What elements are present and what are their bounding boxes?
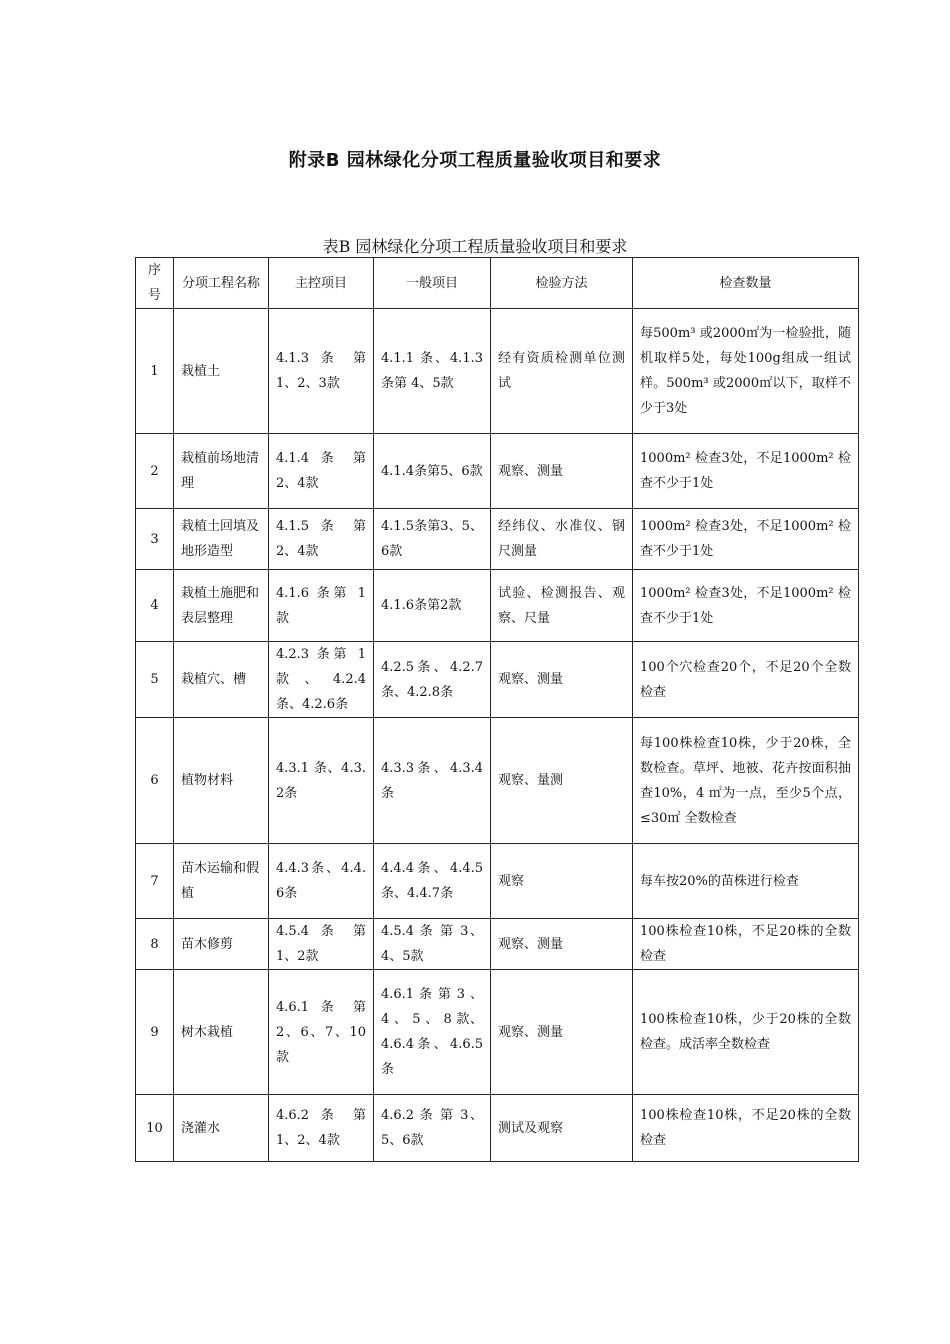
inspection-quantity: 每车按20%的苗株进行检查: [633, 844, 859, 919]
general-items: 4.6.2 条 第 3、5、6款: [374, 1095, 491, 1162]
main-control-items: 4.1.3 条 第 1、2、3款: [269, 309, 374, 434]
inspection-method: 试验、检测报告、观察、尺量: [491, 570, 633, 642]
inspection-method: 观察、测量: [491, 642, 633, 718]
row-index: 2: [136, 434, 174, 509]
general-items: 4.1.4条第5、6款: [374, 434, 491, 509]
row-index: 1: [136, 309, 174, 434]
main-control-items: 4.6.2 条 第 1、2、4款: [269, 1095, 374, 1162]
inspection-quantity: 每100株检查10株，少于20株，全数检查。草坪、地被、花卉按面积抽查10%，4 ㎡为一点，至少5个点，≤30㎡ 全数检查: [633, 718, 859, 844]
row-index: 6: [136, 718, 174, 844]
inspection-method: 观察、测量: [491, 970, 633, 1095]
general-items: 4.1.1 条、4.1.3条第 4、5款: [374, 309, 491, 434]
row-index: 8: [136, 919, 174, 970]
table-row: [136, 919, 859, 970]
main-control-items: 4.1.5 条 第 2、4款: [269, 509, 374, 570]
inspection-quantity: 1000m² 检查3处，不足1000m² 检查不少于1处: [633, 434, 859, 509]
table-row: [136, 309, 859, 434]
table-row: [136, 844, 859, 919]
row-index: 7: [136, 844, 174, 919]
main-control-items: 4.6.1 条 第 2、6、7、10款: [269, 970, 374, 1095]
general-items: 4.5.4 条 第 3、4、5款: [374, 919, 491, 970]
table-row: [136, 509, 859, 570]
header-cell: 主控项目: [269, 258, 374, 309]
item-name: 浇灌水: [174, 1095, 269, 1162]
inspection-quantity: 1000m² 检查3处，不足1000m² 检查不少于1处: [633, 509, 859, 570]
table-row: [136, 642, 859, 718]
inspection-method: 经有资质检测单位测试: [491, 309, 633, 434]
inspection-table: [135, 257, 859, 1162]
table-row: [136, 970, 859, 1095]
table-row: [136, 570, 859, 642]
general-items: 4.1.6条第2款: [374, 570, 491, 642]
inspection-method: 经纬仪、水准仪、钢尺测量: [491, 509, 633, 570]
row-index: 5: [136, 642, 174, 718]
item-name: 栽植穴、槽: [174, 642, 269, 718]
row-index: 3: [136, 509, 174, 570]
row-index: 10: [136, 1095, 174, 1162]
general-items: 4.1.5条第3、5、6款: [374, 509, 491, 570]
header-row: [136, 258, 859, 309]
inspection-method: 观察、测量: [491, 434, 633, 509]
item-name: 栽植前场地清理: [174, 434, 269, 509]
inspection-quantity: 每500m³ 或2000㎡为一检验批，随机取样5处，每处100g组成一组试样。500m³ 或2000㎡以下，取样不少于3处: [633, 309, 859, 434]
inspection-method: 观察、量测: [491, 718, 633, 844]
table-row: [136, 718, 859, 844]
main-control-items: 4.1.4 条 第 2、4款: [269, 434, 374, 509]
table-row: [136, 434, 859, 509]
header-cell: 检验方法: [491, 258, 633, 309]
row-index: 9: [136, 970, 174, 1095]
item-name: 栽植土: [174, 309, 269, 434]
header-cell: 序号: [136, 258, 174, 309]
inspection-quantity: 100株检查10株，不足20株的全数检查: [633, 1095, 859, 1162]
inspection-quantity: 100株检查10株，不足20株的全数检查: [633, 919, 859, 970]
main-control-items: 4.1.6 条第 1 款: [269, 570, 374, 642]
main-control-items: 4.5.4 条 第 1、2款: [269, 919, 374, 970]
main-control-items: 4.2.3 条第 1 款 、 4.2.4 条、4.2.6条: [269, 642, 374, 718]
general-items: 4.3.3条、4.3.4条: [374, 718, 491, 844]
item-name: 植物材料: [174, 718, 269, 844]
inspection-method: 观察: [491, 844, 633, 919]
header-cell: 检查数量: [633, 258, 859, 309]
general-items: 4.6.1 条 第 3 、 4 、 5 、 8 款、4.6.4条、4.6.5条: [374, 970, 491, 1095]
inspection-quantity: 1000m² 检查3处，不足1000m² 检查不少于1处: [633, 570, 859, 642]
general-items: 4.2.5条、4.2.7条、4.2.8条: [374, 642, 491, 718]
item-name: 苗木运输和假植: [174, 844, 269, 919]
general-items: 4.4.4条、4.4.5条、4.4.7条: [374, 844, 491, 919]
row-index: 4: [136, 570, 174, 642]
inspection-quantity: 100个穴检查20个，不足20个全数检查: [633, 642, 859, 718]
inspection-method: 观察、测量: [491, 919, 633, 970]
header-cell: 分项工程名称: [174, 258, 269, 309]
appendix-heading: 附录B 园林绿化分项工程质量验收项目和要求: [288, 150, 662, 171]
main-control-items: 4.3.1 条、4.3.2条: [269, 718, 374, 844]
inspection-quantity: 100株检查10株，少于20株的全数检查。成活率全数检查: [633, 970, 859, 1095]
table-row: [136, 1095, 859, 1162]
item-name: 苗木修剪: [174, 919, 269, 970]
main-control-items: 4.4.3条、4.4.6条: [269, 844, 374, 919]
item-name: 树木栽植: [174, 970, 269, 1095]
table-caption: 表B 园林绿化分项工程质量验收项目和要求: [322, 237, 628, 256]
item-name: 栽植土回填及地形造型: [174, 509, 269, 570]
inspection-method: 测试及观察: [491, 1095, 633, 1162]
header-cell: 一般项目: [374, 258, 491, 309]
item-name: 栽植土施肥和表层整理: [174, 570, 269, 642]
